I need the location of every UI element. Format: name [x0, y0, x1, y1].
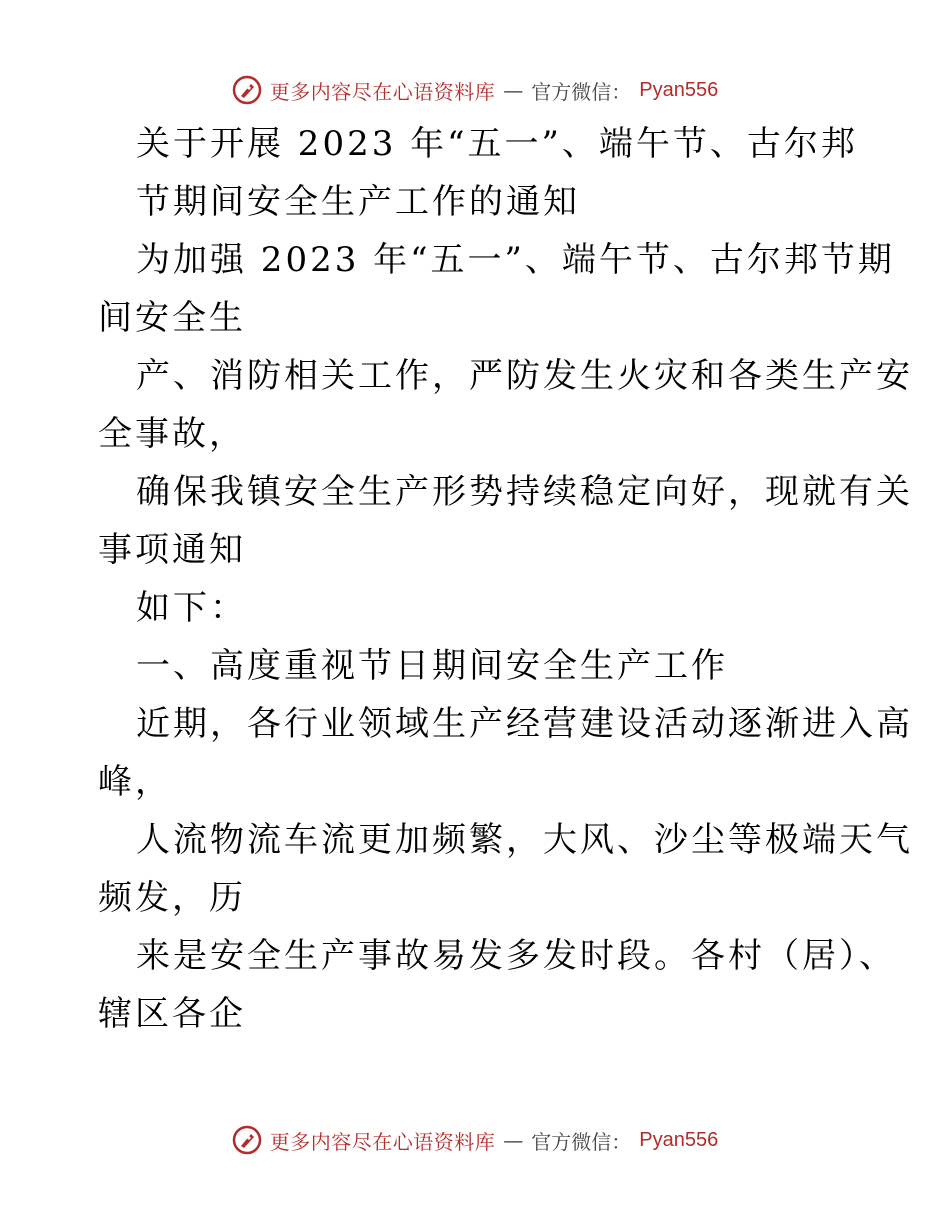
watermark-wechat-id: Pyan556: [639, 1128, 719, 1151]
pen-nib-circle-icon: [232, 1125, 262, 1155]
document-body: [98, 115, 913, 1043]
paragraph-line: 辖区各企: [98, 994, 246, 1034]
watermark-dash: —: [503, 1128, 524, 1152]
section-heading: 一、高度重视节日期间安全生产工作: [136, 646, 728, 686]
paragraph-line: 近期，各行业领域生产经营建设活动逐渐进入高: [136, 704, 913, 744]
paragraph-line: 人流物流车流更加频繁，大风、沙尘等极端天气: [136, 820, 913, 860]
watermark-brand: 更多内容尽在心语资料库: [269, 79, 496, 104]
paragraph-line: 峰，: [98, 762, 172, 802]
paragraph-line: 为加强 2023 年“五一”、端午节、古尔邦节期: [136, 240, 895, 280]
paragraph-line: 频发，历: [98, 878, 246, 918]
document-title-line-1: 关于开展 2023 年“五一”、端午节、古尔邦: [136, 124, 858, 164]
watermark-dash: —: [503, 78, 524, 102]
paragraph-line: 产、消防相关工作，严防发生火灾和各类生产安: [136, 356, 913, 396]
watermark-wechat-label: 官方微信：: [531, 1129, 632, 1154]
header-watermark: [0, 70, 950, 110]
paragraph-line: 确保我镇安全生产形势持续稳定向好，现就有关: [136, 472, 913, 512]
paragraph-line: 来是安全生产事故易发多发时段。各村（居）、: [136, 936, 896, 976]
paragraph-line: 全事故，: [98, 414, 246, 454]
paragraph-line: 事项通知: [98, 530, 246, 570]
watermark-brand: 更多内容尽在心语资料库: [269, 1129, 496, 1154]
paragraph-line: 如下：: [136, 588, 247, 628]
pen-nib-circle-icon: [232, 75, 262, 105]
document-title-line-2: 节期间安全生产工作的通知: [136, 182, 580, 222]
paragraph-line: 间安全生: [98, 298, 246, 338]
footer-watermark: [0, 1120, 950, 1160]
watermark-wechat-label: 官方微信：: [531, 79, 632, 104]
watermark-wechat-id: Pyan556: [639, 78, 719, 101]
